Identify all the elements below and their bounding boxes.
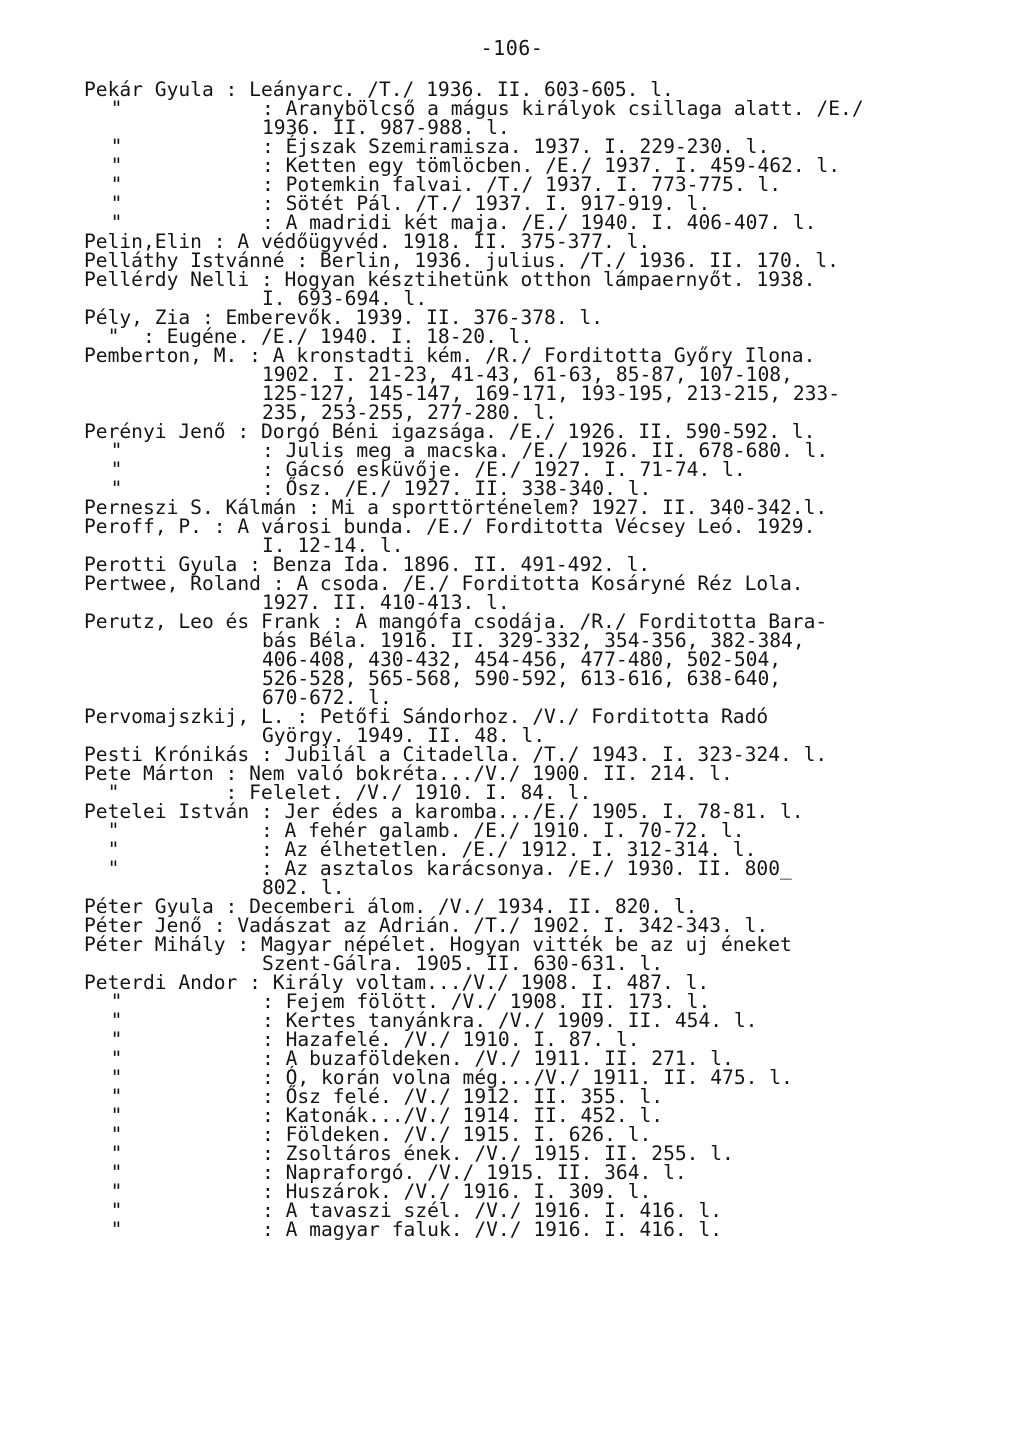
- entry-line: [84, 517, 984, 536]
- entry-text: Pesti Krónikás : Jubilál a Citadella. /T./ 1943. I. 323-324. l.: [84, 743, 828, 766]
- ditto-mark: ": [87, 439, 123, 462]
- entry-text: Perutz, Leo és Frank : A mangófa csodája. /R./ Forditotta Bara-: [84, 610, 828, 633]
- entry-text: 1902. I. 21-23, 41-43, 61-63, 85-87, 107-108,: [262, 363, 793, 386]
- entry-text: : Éjszak Szemiramisza. 1937. I. 229-230. l.: [262, 135, 770, 158]
- entry-text: I. 12-14. l.: [262, 534, 404, 557]
- entry-text: Perényi Jenő : Dorgó Béni igazsága. /E./ 1926. II. 590-592. l.: [84, 420, 816, 443]
- entry-text: Peterdi Andor : Király voltam.../V./ 1908. I. 487. l.: [84, 971, 710, 994]
- ditto-mark: ": [87, 135, 123, 158]
- entry-text: : Kertes tanyánkra. /V./ 1909. II. 454. l.: [262, 1009, 758, 1032]
- entry-text: bás Béla. 1916. II. 329-332, 354-356, 382-384,: [262, 629, 805, 652]
- entry-text: Pervomajszkij, L. : Petőfi Sándorhoz. /V./ Forditotta Radó: [84, 705, 769, 728]
- entry-text: I. 693-694. l.: [262, 287, 428, 310]
- entry-text: : Fejem fölött. /V./ 1908. II. 173. l.: [262, 990, 711, 1013]
- entry-text: Péter Mihály : Magyar népélet. Hogyan vitték be az uj éneket: [84, 933, 792, 956]
- entry-continuation-line: [84, 669, 984, 688]
- entry-text: : Ó, korán volna még.../V./ 1911. II. 475. l.: [262, 1066, 793, 1089]
- entry-text: 670-672. l.: [262, 686, 392, 709]
- ditto-mark: ": [87, 1085, 123, 1108]
- entry-text: 235, 253-255, 277-280. l.: [262, 401, 557, 424]
- entry-text: : Napraforgó. /V./ 1915. II. 364. l.: [262, 1161, 687, 1184]
- entry-text: Petelei István : Jer édes a karomba.../E./ 1905. I. 78-81. l.: [84, 800, 804, 823]
- entry-text: : Ősz. /E./ 1927. II. 338-340. l.: [262, 477, 652, 500]
- entry-ditto-line: [84, 99, 984, 118]
- entry-text: György. 1949. II. 48. l.: [262, 724, 546, 747]
- ditto-mark: ": [87, 1104, 123, 1127]
- entry-text: Péter Gyula : Decemberi álom. /V./ 1934. II. 820. l.: [84, 895, 698, 918]
- entry-text: : Zsoltáros ének. /V./ 1915. II. 255. l.: [262, 1142, 734, 1165]
- entry-line: [84, 859, 984, 878]
- entry-text: Péter Jenő : Vadászat az Adrián. /T./ 1902. I. 342-343. l.: [84, 914, 769, 937]
- ditto-mark: ": [87, 173, 123, 196]
- entry-text: Peroff, P. : A városi bunda. /E./ Forditotta Vécsey Leó. 1929.: [84, 515, 816, 538]
- entry-text: : Julis meg a macska. /E./ 1926. II. 678-680. l.: [262, 439, 829, 462]
- ditto-mark: ": [87, 1066, 123, 1089]
- entry-text: : Gácsó esküvője. /E./ 1927. I. 71-74. l.: [262, 458, 746, 481]
- entry-text: " : Az asztalos karácsonya. /E./ 1930. II. 800_: [84, 857, 792, 880]
- page-number: -106-: [480, 36, 544, 60]
- ditto-mark: ": [87, 1180, 123, 1203]
- entry-text: Pellérdy Nelli : Hogyan késztihetünk otthon lámpaernyőt. 1938.: [84, 268, 816, 291]
- entry-text: Szent-Gálra. 1905. II. 630-631. l.: [262, 952, 664, 975]
- entry-text: : Potemkin falvai. /T./ 1937. I. 773-775. l.: [262, 173, 782, 196]
- entry-text: Pete Márton : Nem való bokréta.../V./ 1900. II. 214. l.: [84, 762, 733, 785]
- entry-text: " : Eugéne. /E./ 1940. I. 18-20. l.: [84, 325, 533, 348]
- entry-text: 802. l.: [262, 876, 345, 899]
- ditto-mark: ": [87, 1142, 123, 1165]
- entry-text: " : A fehér galamb. /E./ 1910. I. 70-72. l.: [84, 819, 745, 842]
- entry-text: Perneszi S. Kálmán : Mi a sporttörténelem? 1927. II. 340-342.l.: [84, 496, 828, 519]
- ditto-mark: ": [87, 1199, 123, 1222]
- entry-text: 406-408, 430-432, 454-456, 477-480, 502-504,: [262, 648, 782, 671]
- ditto-mark: ": [87, 1028, 123, 1051]
- entry-ditto-line: [84, 1220, 984, 1239]
- entry-text: : Katonák.../V./ 1914. II. 452. l.: [262, 1104, 664, 1127]
- ditto-mark: ": [87, 1218, 123, 1241]
- ditto-mark: ": [87, 1123, 123, 1146]
- entry-text: Pekár Gyula : Leányarc. /T./ 1936. II. 603-605. l.: [84, 78, 674, 101]
- entry-line: [84, 270, 984, 289]
- entry-text: 1927. II. 410-413. l.: [262, 591, 510, 614]
- entry-text: : Hazafelé. /V./ 1910. I. 87. l.: [262, 1028, 640, 1051]
- ditto-mark: ": [87, 1009, 123, 1032]
- ditto-mark: ": [87, 990, 123, 1013]
- entry-text: Pelláthy Istvánné : Berlin, 1936. julius. /T./ 1936. II. 170. l.: [84, 249, 839, 272]
- entry-text: 526-528, 565-568, 590-592, 613-616, 638-640,: [262, 667, 782, 690]
- entry-text: : Aranybölcső a mágus királyok csillaga alatt. /E./: [262, 97, 864, 120]
- entry-text: : Sötét Pál. /T./ 1937. I. 917-919. l.: [262, 192, 711, 215]
- entry-text: Pelin,Elin : A védőügyvéd. 1918. II. 375-377. l.: [84, 230, 651, 253]
- bibliography-entries: [84, 80, 984, 1239]
- ditto-mark: ": [87, 477, 123, 500]
- ditto-mark: ": [87, 1047, 123, 1070]
- entry-text: Perotti Gyula : Benza Ida. 1896. II. 491-492. l.: [84, 553, 651, 576]
- entry-text: 125-127, 145-147, 169-171, 193-195, 213-215, 233-: [262, 382, 841, 405]
- entry-text: : A magyar faluk. /V./ 1916. I. 416. l.: [262, 1218, 723, 1241]
- entry-text: : A madridi két maja. /E./ 1940. I. 406-407. l.: [262, 211, 817, 234]
- entry-text: " : Felelet. /V./ 1910. I. 84. l.: [84, 781, 592, 804]
- entry-text: Pertwee, Roland : A csoda. /E./ Forditotta Kosáryné Réz Lola.: [84, 572, 804, 595]
- entry-text: : A tavaszi szél. /V./ 1916. I. 416. l.: [262, 1199, 723, 1222]
- entry-line: [84, 574, 984, 593]
- entry-text: Pemberton, M. : A kronstadti kém. /R./ Forditotta Győry Ilona.: [84, 344, 816, 367]
- entry-text: : Huszárok. /V./ 1916. I. 309. l.: [262, 1180, 652, 1203]
- entry-text: 1936. II. 987-988. l.: [262, 116, 510, 139]
- entry-text: " : Az élhetetlen. /E./ 1912. I. 312-314. l.: [84, 838, 757, 861]
- ditto-mark: ": [87, 192, 123, 215]
- ditto-mark: ": [87, 458, 123, 481]
- entry-text: : Ősz felé. /V./ 1912. II. 355. l.: [262, 1085, 664, 1108]
- entry-text: : Földeken. /V./ 1915. I. 626. l.: [262, 1123, 652, 1146]
- entry-text: : Ketten egy tömlöcben. /E./ 1937. I. 459-462. l.: [262, 154, 841, 177]
- ditto-mark: ": [87, 97, 123, 120]
- ditto-mark: ": [87, 211, 123, 234]
- ditto-mark: ": [87, 154, 123, 177]
- entry-text: Pély, Zia : Emberevők. 1939. II. 376-378. l.: [84, 306, 604, 329]
- ditto-mark: ": [87, 1161, 123, 1184]
- entry-text: : A buzaföldeken. /V./ 1911. II. 271. l.: [262, 1047, 734, 1070]
